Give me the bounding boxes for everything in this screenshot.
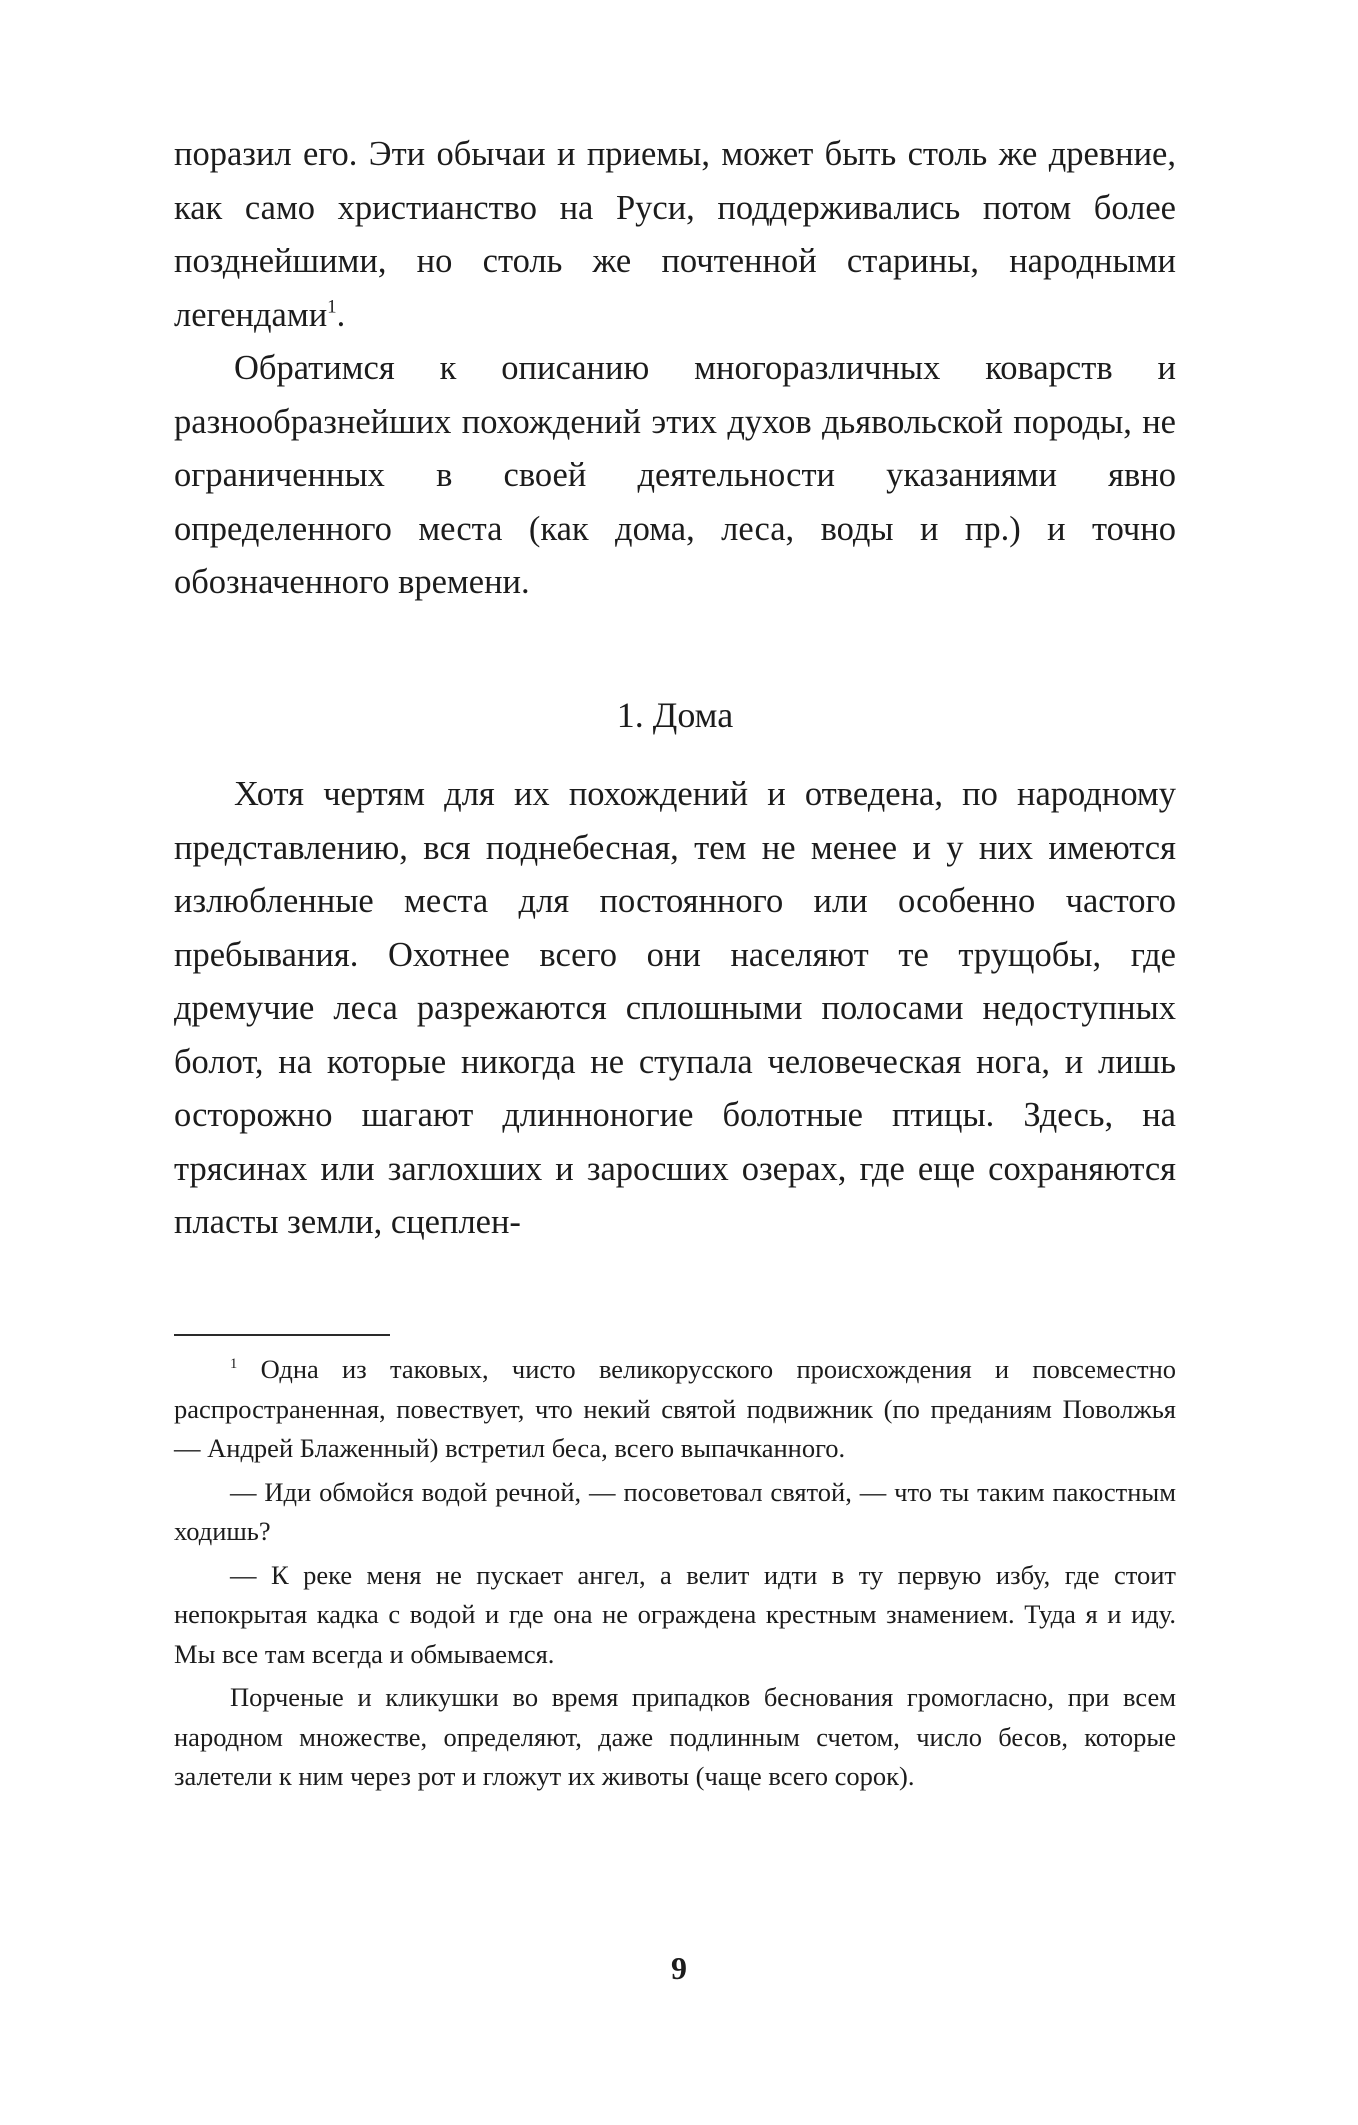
footnote-mark: 1 [230,1355,238,1372]
paragraph: Обратимся к описанию многоразличных коварств и разнообразнейших похождений этих духов дьявольской породы, не ограниченных в своей деятельности указаниями явно определенного места (как дома, леса, воды и пр.) и точно обозначенного времени. [174,349,1176,601]
footnote-divider [174,1334,390,1336]
main-text-section [174,768,1176,1250]
continued-paragraph-end: . [336,295,346,334]
section-paragraph: Хотя чертям для их похождений и отведена, по народному представлению, вся поднебесная, тем не менее и у них имеются излюбленные места для постоянного или особенно частого пребывания. Охотнее всего они населяют те трущобы, где дремучие леса разрежаются сплошными полосами недоступных болот, на которые никогда не ступала человеческая нога, и лишь осторожно шагают длинноногие болотные птицы. Здесь, на трясинах или заглохших и заросших озерах, где еще сохраняются пласты земли, сцеплен- [174,775,1176,1241]
footnote-reference: 1 [327,296,337,318]
main-text-top [174,128,1176,610]
footnote-paragraph-1 [174,1350,1176,1469]
continued-paragraph-text: поразил его. Эти обычаи и приемы, может быть столь же древние, как само христианство на Руси, поддерживались потом более позднейшими, но столь же почтенной старины, народными легендами [174,135,1176,334]
footnote-text-1: Одна из таковых, чисто великорусского происхождения и повсеместно распространенная, повествует, что некий святой подвижник (по преданиям Поволжья — Андрей Блаженный) встретил беса, всего выпачканного. [174,1354,1176,1463]
footnote-paragraph-3: — К реке меня не пускает ангел, а велит идти в ту первую избу, где стоит непокрытая кадка с водой и где она не ограждена крестным знамением. Туда я и иду. Мы все там всегда и обмываемся. [174,1559,1176,1669]
page-number: 9 [671,1950,687,1986]
section-heading: 1. Дома [616,695,734,735]
footnote-paragraph-4: Порченые и кликушки во время припадков беснования громогласно, при всем народном множестве, определяют, даже подлинным счетом, число бесов, которые залетели к ним через рот и гложут их животы (чаще всего сорок). [174,1682,1176,1791]
continued-paragraph [174,128,1176,342]
footnotes [174,1350,1176,1797]
footnote-paragraph-2: — Иди обмойся водой речной, — посоветовал святой, — что ты таким пакостным ходишь? [174,1476,1176,1546]
